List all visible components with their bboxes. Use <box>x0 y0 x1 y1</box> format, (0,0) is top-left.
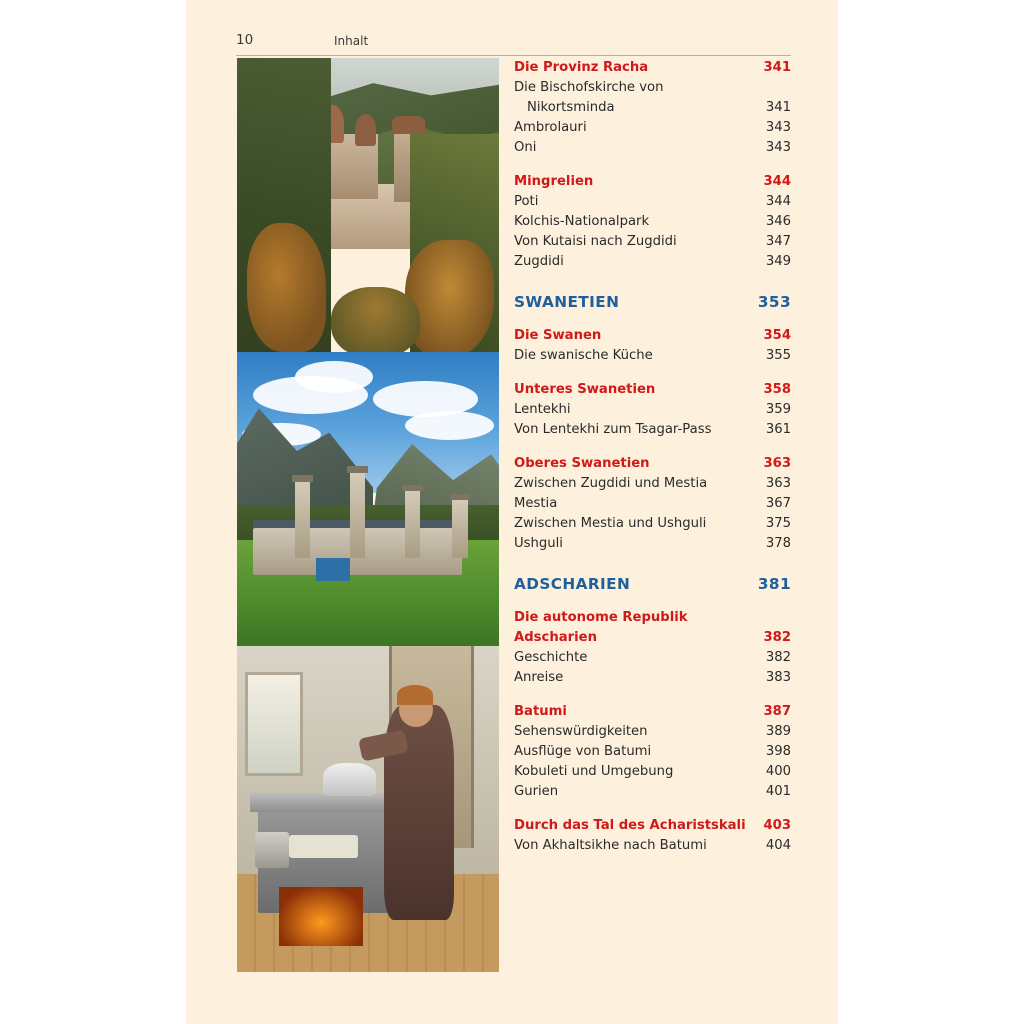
toc-entry-page: 381 <box>757 575 791 593</box>
toc-entry-title: Von Lentekhi zum Tsagar-Pass <box>514 422 712 437</box>
toc-spacer <box>514 554 791 574</box>
toc-entry-title: Mingrelien <box>514 174 594 189</box>
toc-entry[interactable] <box>514 192 791 212</box>
toc-entry-page: 343 <box>765 120 791 135</box>
toc-entry[interactable] <box>514 494 791 514</box>
toc-entry-title: Oni <box>514 140 537 155</box>
toc-entry-page: 363 <box>763 456 791 471</box>
toc-entry-page: 341 <box>763 60 791 75</box>
photo-column <box>237 58 499 972</box>
toc-entry-page: 344 <box>763 174 791 189</box>
toc-entry-page: 349 <box>765 254 791 269</box>
toc-entry-page: 343 <box>765 140 791 155</box>
toc-entry-title: Kolchis-Nationalpark <box>514 214 650 229</box>
toc-entry-title: Sehenswürdigkeiten <box>514 724 648 739</box>
window <box>245 672 303 776</box>
toc-spacer <box>514 440 791 454</box>
toc-entry-title: ADSCHARIEN <box>514 575 631 593</box>
toc-entry-title: Die Bischofskirche von <box>514 80 664 95</box>
toc-entry-title: Ambrolauri <box>514 120 587 135</box>
toc-entry-title: Gurien <box>514 784 559 799</box>
toc-entry-page: 361 <box>765 422 791 437</box>
toc-entry-page: 401 <box>765 784 791 799</box>
toc-entry[interactable] <box>514 474 791 494</box>
toc-entry[interactable] <box>514 232 791 252</box>
toc-section-heading[interactable] <box>514 58 791 78</box>
toc-section-heading-cont[interactable] <box>514 628 791 648</box>
photo-svaneti-towers-valley <box>237 352 499 646</box>
toc-entry-title: Oberes Swanetien <box>514 456 650 471</box>
toc-entry-page: 353 <box>757 293 791 311</box>
toc-entry-title: Die Provinz Racha <box>514 60 649 75</box>
toc-entry-title: Die Swanen <box>514 328 602 343</box>
svan-tower <box>405 490 421 558</box>
toc-entry-title: Die swanische Küche <box>514 348 653 363</box>
autumn-foliage-left <box>247 223 326 352</box>
head-scarf <box>397 685 434 705</box>
page-header <box>236 32 791 54</box>
toc-entry-page: 383 <box>765 670 791 685</box>
toc-section-heading[interactable] <box>514 454 791 474</box>
toc-entry-title: Von Akhaltsikhe nach Batumi <box>514 838 707 853</box>
toc-entry-title: Kobuleti und Umgebung <box>514 764 674 779</box>
stove-top <box>250 793 397 813</box>
toc-entry[interactable] <box>514 668 791 688</box>
toc-entry-title: Lentekhi <box>514 402 571 417</box>
toc-entry[interactable] <box>514 400 791 420</box>
toc-entry-title: Poti <box>514 194 539 209</box>
autumn-foliage-center <box>331 287 420 352</box>
toc-entry-page: 341 <box>765 100 791 115</box>
toc-section-heading[interactable] <box>514 380 791 400</box>
page-number: 10 <box>236 32 254 48</box>
toc-entry-page: 382 <box>763 630 791 645</box>
church-dome-right <box>355 114 376 146</box>
toc-entry-title: Batumi <box>514 704 567 719</box>
toc-section-heading[interactable] <box>514 608 791 628</box>
toc-entry-page: 387 <box>763 704 791 719</box>
table-of-contents <box>514 58 791 856</box>
toc-entry-title: Nikortsminda <box>527 100 615 115</box>
toc-entry-page: 347 <box>765 234 791 249</box>
toc-entry[interactable] <box>514 118 791 138</box>
cloud <box>295 361 374 393</box>
toc-major-heading[interactable] <box>514 292 791 312</box>
toc-entry[interactable] <box>514 742 791 762</box>
toc-section-heading[interactable] <box>514 702 791 722</box>
toc-entry-page: 354 <box>763 328 791 343</box>
toc-entry[interactable] <box>514 534 791 554</box>
photo-woman-baking-stove <box>237 646 499 972</box>
toc-entry-page: 355 <box>765 348 791 363</box>
toc-spacer <box>514 312 791 326</box>
toc-entry[interactable] <box>514 782 791 802</box>
toc-entry-page: 344 <box>765 194 791 209</box>
header-divider <box>236 55 791 56</box>
toc-entry[interactable] <box>514 514 791 534</box>
toc-entry-title: SWANETIEN <box>514 293 620 311</box>
toc-section-heading[interactable] <box>514 326 791 346</box>
toc-spacer <box>514 802 791 816</box>
svan-tower <box>295 481 311 557</box>
toc-entry-title: Von Kutaisi nach Zugdidi <box>514 234 677 249</box>
toc-entry[interactable] <box>514 138 791 158</box>
toc-spacer <box>514 366 791 380</box>
baking-tray <box>289 835 357 858</box>
toc-entry[interactable] <box>514 212 791 232</box>
toc-entry-page: 359 <box>765 402 791 417</box>
toc-entry[interactable] <box>514 98 791 118</box>
toc-entry[interactable] <box>514 420 791 440</box>
toc-entry-title: Ausflüge von Batumi <box>514 744 652 759</box>
toc-entry-page: 382 <box>765 650 791 665</box>
stove-fire <box>279 887 363 946</box>
toc-entry[interactable] <box>514 78 791 98</box>
toc-entry[interactable] <box>514 648 791 668</box>
toc-entry[interactable] <box>514 836 791 856</box>
toc-entry-title: Die autonome Republik <box>514 610 688 625</box>
toc-entry[interactable] <box>514 346 791 366</box>
cooking-pot <box>323 763 375 796</box>
toc-entry-page: 346 <box>765 214 791 229</box>
toc-entry-title: Zwischen Mestia und Ushguli <box>514 516 707 531</box>
toc-section-heading[interactable] <box>514 816 791 836</box>
toc-entry-page: 367 <box>765 496 791 511</box>
toc-spacer <box>514 272 791 292</box>
toc-entry-title: Adscharien <box>514 630 597 645</box>
toc-entry-title: Mestia <box>514 496 558 511</box>
kettle <box>255 832 289 868</box>
toc-entry[interactable] <box>514 252 791 272</box>
toc-entry-page: 404 <box>765 838 791 853</box>
toc-entry-page: 403 <box>763 818 791 833</box>
toc-entry-title: Unteres Swanetien <box>514 382 656 397</box>
toc-major-heading[interactable] <box>514 574 791 594</box>
toc-entry-page: 375 <box>765 516 791 531</box>
blue-house <box>316 558 350 582</box>
toc-spacer <box>514 594 791 608</box>
toc-entry-page: 378 <box>765 536 791 551</box>
toc-entry-page: 400 <box>765 764 791 779</box>
toc-entry-page: 389 <box>765 724 791 739</box>
toc-section-heading[interactable] <box>514 172 791 192</box>
toc-entry-page: 398 <box>765 744 791 759</box>
toc-entry-title: Zugdidi <box>514 254 564 269</box>
toc-entry-title: Anreise <box>514 670 564 685</box>
toc-entry-page: 358 <box>763 382 791 397</box>
toc-entry-title: Ushguli <box>514 536 563 551</box>
svan-tower <box>452 499 468 558</box>
toc-entry-title: Durch das Tal des Acharistskali <box>514 818 746 833</box>
section-label: Inhalt <box>334 34 369 48</box>
toc-entry[interactable] <box>514 722 791 742</box>
toc-entry-title: Zwischen Zugdidi und Mestia <box>514 476 708 491</box>
cloud <box>405 411 494 440</box>
toc-entry-title: Geschichte <box>514 650 588 665</box>
book-page <box>186 0 838 1024</box>
svan-tower <box>350 473 366 558</box>
toc-entry-page: 363 <box>765 476 791 491</box>
toc-spacer <box>514 688 791 702</box>
toc-spacer <box>514 158 791 172</box>
toc-entry[interactable] <box>514 762 791 782</box>
photo-monastery-hillside <box>237 58 499 352</box>
